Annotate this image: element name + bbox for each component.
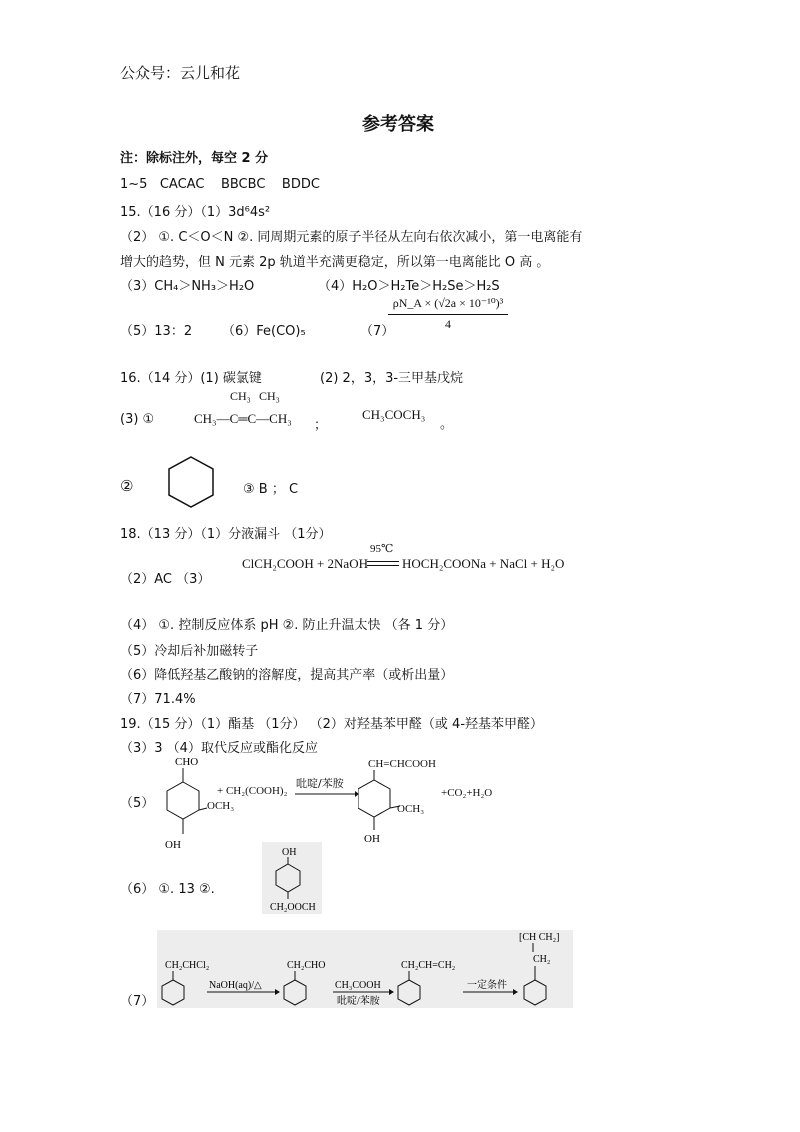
page-title: 参考答案 [362,114,434,135]
q18-part6: （6）降低羟基乙酸钠的溶解度，提高其产率（或析出量） [120,668,454,683]
q15-line5a: （5）13：2 [120,324,193,339]
equation-right: HOCH₂COONa + NaCl + H₂O [402,556,565,571]
mc-group-3: BDDC [281,177,320,192]
q18-part2: （2）AC （3） [120,572,211,587]
s4a-label: [CH CH₂] [519,932,560,943]
q15-line3a: （3）CH₄＞NH₃＞H₂O [120,279,255,294]
r5-prod-oh: OH [364,833,380,845]
r5-prod-och3: OCH₃ [397,803,425,815]
r5-arrow [295,790,359,798]
q18-head: 18.（13 分）（1）分液漏斗 （1分） [120,527,332,542]
q19-part5: （5） [120,796,155,811]
r5-byproducts: +CO₂+H₂O [441,787,493,799]
formula-numerator: ρN_A × (√2a × 10⁻¹⁰)³ [388,296,508,315]
structure-methyl-1: CH₃ [230,389,251,403]
q19-head: 19.（15 分）（1）酯基 （1分） （2）对羟基苯甲醛（或 4-羟基苯甲醛） [120,717,544,732]
synthesis-route [157,928,577,1010]
c2a-label: CH₃COOH [335,980,381,991]
q16-part3b: ② [120,477,134,495]
mc-group-1: CACAC [159,177,205,192]
r5-reagent: + CH₂(COOH)₂ [217,785,288,797]
q19-part3: （3）3 （4）取代反应或酯化反应 [120,741,318,756]
equation-condition: 95℃ [370,543,394,555]
q15-line2a: （2） ①. C＜O＜N ②. 同周期元素的原子半径从左向右依次减小，第一电离能有 [120,230,583,245]
r5-condition: 吡啶/苯胺 [296,777,344,790]
formula-denominator: 4 [445,317,451,331]
r5-prod-chain: CH=CHCOOH [368,758,436,770]
q16-part3: (3) ① [120,412,155,427]
q15-line3b: （4）H₂O＞H₂Te＞H₂Se＞H₂S [318,279,500,294]
q18-part7: （7）71.4% [120,692,196,707]
vanillin-structure [155,752,215,862]
c3-label: 一定条件 [467,980,507,991]
r5-oh: OH [165,839,181,851]
s4b-label: CH₂ [533,954,551,965]
q16-head: 16.（14 分）(1) 碳氯键 [120,371,262,386]
q19-part7: （7） [120,994,155,1009]
q15-head: 15.（16 分）（1）3d⁶4s² [120,205,271,220]
q19-part6: （6） ①. 13 ②. [120,882,215,897]
structure-butene: CH₃—C═C—CH₃ [194,411,292,426]
acetone-formula: CH₃COCH₃ [362,407,426,422]
cyclohexane-structure [166,455,216,509]
r6-chain: CH₂OOCH [270,902,316,913]
q16-part2: (2) 2，3，3-三甲基戊烷 [320,371,464,386]
q15-line5c: （7） [360,324,395,339]
structure-methyl-2: CH₃ [259,389,280,403]
s2-label: CH₂CHO [287,960,326,971]
mc-range: 1~5 [120,177,148,192]
r6-oh: OH [282,847,297,858]
q15-line5b: （6）Fe(CO)₅ [222,324,306,339]
c2b-label: 吡啶/苯胺 [337,996,380,1007]
mc-group-2: BBCBC [220,177,266,192]
r5-cho: CHO [175,756,199,768]
c1-label: NaOH(aq)/△ [209,980,262,991]
q16-part3c: ③ B ； C [243,482,299,497]
r6-structure [262,842,324,914]
wechat-header: 公众号：云儿和花 [120,64,241,82]
s3-label: CH₂CH=CH₂ [401,960,456,971]
density-formula [388,296,508,332]
q18-part5: （5）冷却后补加磁转子 [120,644,259,659]
q15-line2b: 增大的趋势，但 N 元素 2p 轨道半充满更稳定，所以第一电离能比 O 高 。 [120,255,550,270]
q18-part4: （4） ①. 控制反应体系 pH ②. 防止升温太快 （各 1 分） [120,618,454,633]
q16-period: 。 [440,417,454,432]
r5-och3: OCH₃ [207,800,235,812]
equation-double-bar [367,561,399,566]
mc-answers [120,177,320,192]
equation-left: ClCH₂COOH + 2NaOH [242,556,368,571]
s1-label: CH₂CHCl₂ [165,960,210,971]
q16-separator: ； [314,418,328,433]
scoring-note: 注：除标注外，每空 2 分 [120,151,269,166]
